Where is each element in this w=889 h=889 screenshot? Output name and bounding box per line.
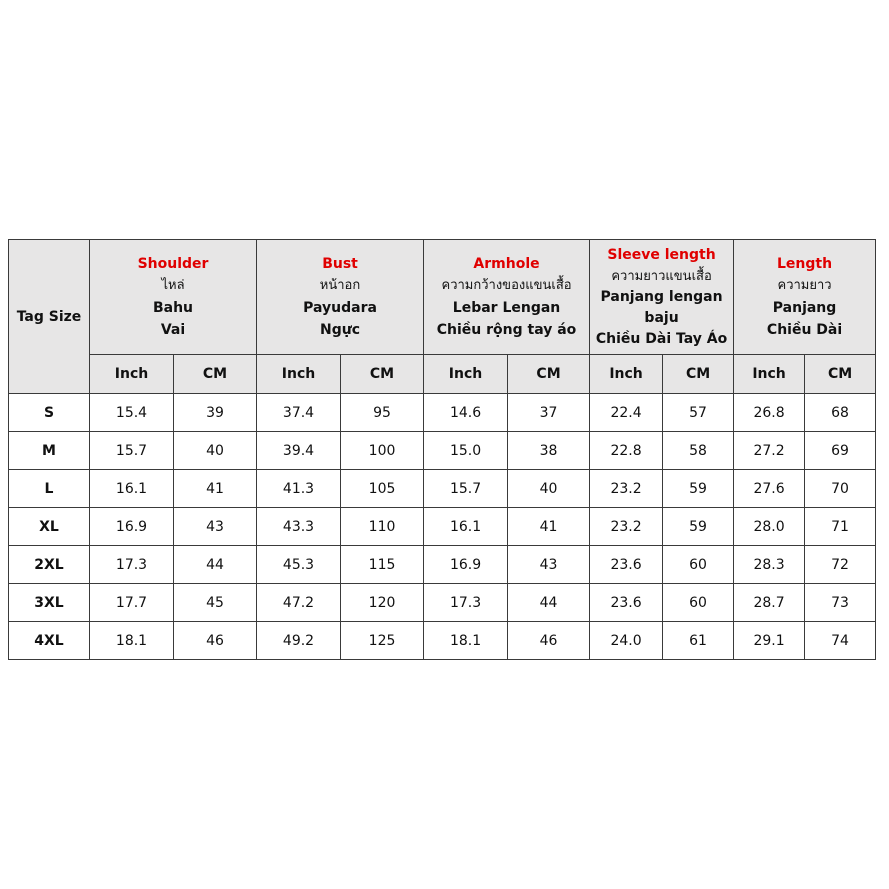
- cell: 17.7: [90, 584, 174, 622]
- table-row: [9, 508, 876, 546]
- unit-inch: Inch: [257, 355, 341, 394]
- shoulder-header: Shoulder ไหล่ Bahu Vai: [90, 240, 257, 355]
- cell: 28.0: [734, 508, 805, 546]
- unit-cm: CM: [805, 355, 876, 394]
- cell: 15.0: [424, 432, 508, 470]
- cell: 74: [805, 622, 876, 660]
- sleeve-length-header: Sleeve length ความยาวแขนเสื้อ Panjang lengan baju Chiều Dài Tay Áo: [590, 240, 734, 355]
- size-label: M: [9, 432, 90, 470]
- cell: 49.2: [257, 622, 341, 660]
- cell: 23.6: [590, 584, 663, 622]
- cell: 37.4: [257, 394, 341, 432]
- cell: 125: [341, 622, 424, 660]
- cell: 44: [508, 584, 590, 622]
- cell: 110: [341, 508, 424, 546]
- cell: 71: [805, 508, 876, 546]
- cell: 60: [663, 546, 734, 584]
- cell: 70: [805, 470, 876, 508]
- size-label: L: [9, 470, 90, 508]
- table-row: [9, 546, 876, 584]
- unit-cm: CM: [341, 355, 424, 394]
- size-label: S: [9, 394, 90, 432]
- cell: 39.4: [257, 432, 341, 470]
- armhole-header: Armhole ความกว้างของแขนเสื้อ Lebar Lengan Chiều rộng tay áo: [424, 240, 590, 355]
- size-label: XL: [9, 508, 90, 546]
- cell: 45.3: [257, 546, 341, 584]
- cell: 45: [174, 584, 257, 622]
- cell: 22.4: [590, 394, 663, 432]
- cell: 100: [341, 432, 424, 470]
- cell: 15.4: [90, 394, 174, 432]
- unit-inch: Inch: [424, 355, 508, 394]
- cell: 39: [174, 394, 257, 432]
- cell: 28.3: [734, 546, 805, 584]
- cell: 57: [663, 394, 734, 432]
- cell: 27.2: [734, 432, 805, 470]
- cell: 43: [508, 546, 590, 584]
- table-row: [9, 394, 876, 432]
- table-row: [9, 470, 876, 508]
- cell: 72: [805, 546, 876, 584]
- unit-inch: Inch: [590, 355, 663, 394]
- cell: 22.8: [590, 432, 663, 470]
- unit-cm: CM: [663, 355, 734, 394]
- cell: 43.3: [257, 508, 341, 546]
- cell: 44: [174, 546, 257, 584]
- cell: 41: [508, 508, 590, 546]
- cell: 40: [174, 432, 257, 470]
- cell: 41: [174, 470, 257, 508]
- cell: 37: [508, 394, 590, 432]
- cell: 23.2: [590, 508, 663, 546]
- size-label: 2XL: [9, 546, 90, 584]
- cell: 27.6: [734, 470, 805, 508]
- cell: 14.6: [424, 394, 508, 432]
- unit-inch: Inch: [90, 355, 174, 394]
- cell: 73: [805, 584, 876, 622]
- size-label: 3XL: [9, 584, 90, 622]
- cell: 58: [663, 432, 734, 470]
- cell: 46: [508, 622, 590, 660]
- table-row: [9, 584, 876, 622]
- unit-cm: CM: [508, 355, 590, 394]
- cell: 16.1: [90, 470, 174, 508]
- cell: 17.3: [90, 546, 174, 584]
- cell: 105: [341, 470, 424, 508]
- cell: 16.1: [424, 508, 508, 546]
- unit-cm: CM: [174, 355, 257, 394]
- cell: 29.1: [734, 622, 805, 660]
- cell: 120: [341, 584, 424, 622]
- cell: 68: [805, 394, 876, 432]
- cell: 60: [663, 584, 734, 622]
- cell: 18.1: [424, 622, 508, 660]
- cell: 115: [341, 546, 424, 584]
- cell: 23.6: [590, 546, 663, 584]
- bust-header: Bust หน้าอก Payudara Ngực: [257, 240, 424, 355]
- cell: 18.1: [90, 622, 174, 660]
- table-row: [9, 432, 876, 470]
- cell: 47.2: [257, 584, 341, 622]
- length-header: Length ความยาว Panjang Chiều Dài: [734, 240, 876, 355]
- cell: 15.7: [424, 470, 508, 508]
- tag-size-header: Tag Size: [9, 240, 90, 394]
- unit-inch: Inch: [734, 355, 805, 394]
- cell: 26.8: [734, 394, 805, 432]
- cell: 41.3: [257, 470, 341, 508]
- cell: 17.3: [424, 584, 508, 622]
- cell: 28.7: [734, 584, 805, 622]
- cell: 46: [174, 622, 257, 660]
- cell: 61: [663, 622, 734, 660]
- cell: 59: [663, 470, 734, 508]
- cell: 43: [174, 508, 257, 546]
- cell: 40: [508, 470, 590, 508]
- cell: 16.9: [424, 546, 508, 584]
- table-row: [9, 622, 876, 660]
- size-chart-table: [8, 239, 876, 660]
- cell: 69: [805, 432, 876, 470]
- cell: 24.0: [590, 622, 663, 660]
- cell: 15.7: [90, 432, 174, 470]
- cell: 23.2: [590, 470, 663, 508]
- size-label: 4XL: [9, 622, 90, 660]
- cell: 95: [341, 394, 424, 432]
- cell: 16.9: [90, 508, 174, 546]
- cell: 59: [663, 508, 734, 546]
- cell: 38: [508, 432, 590, 470]
